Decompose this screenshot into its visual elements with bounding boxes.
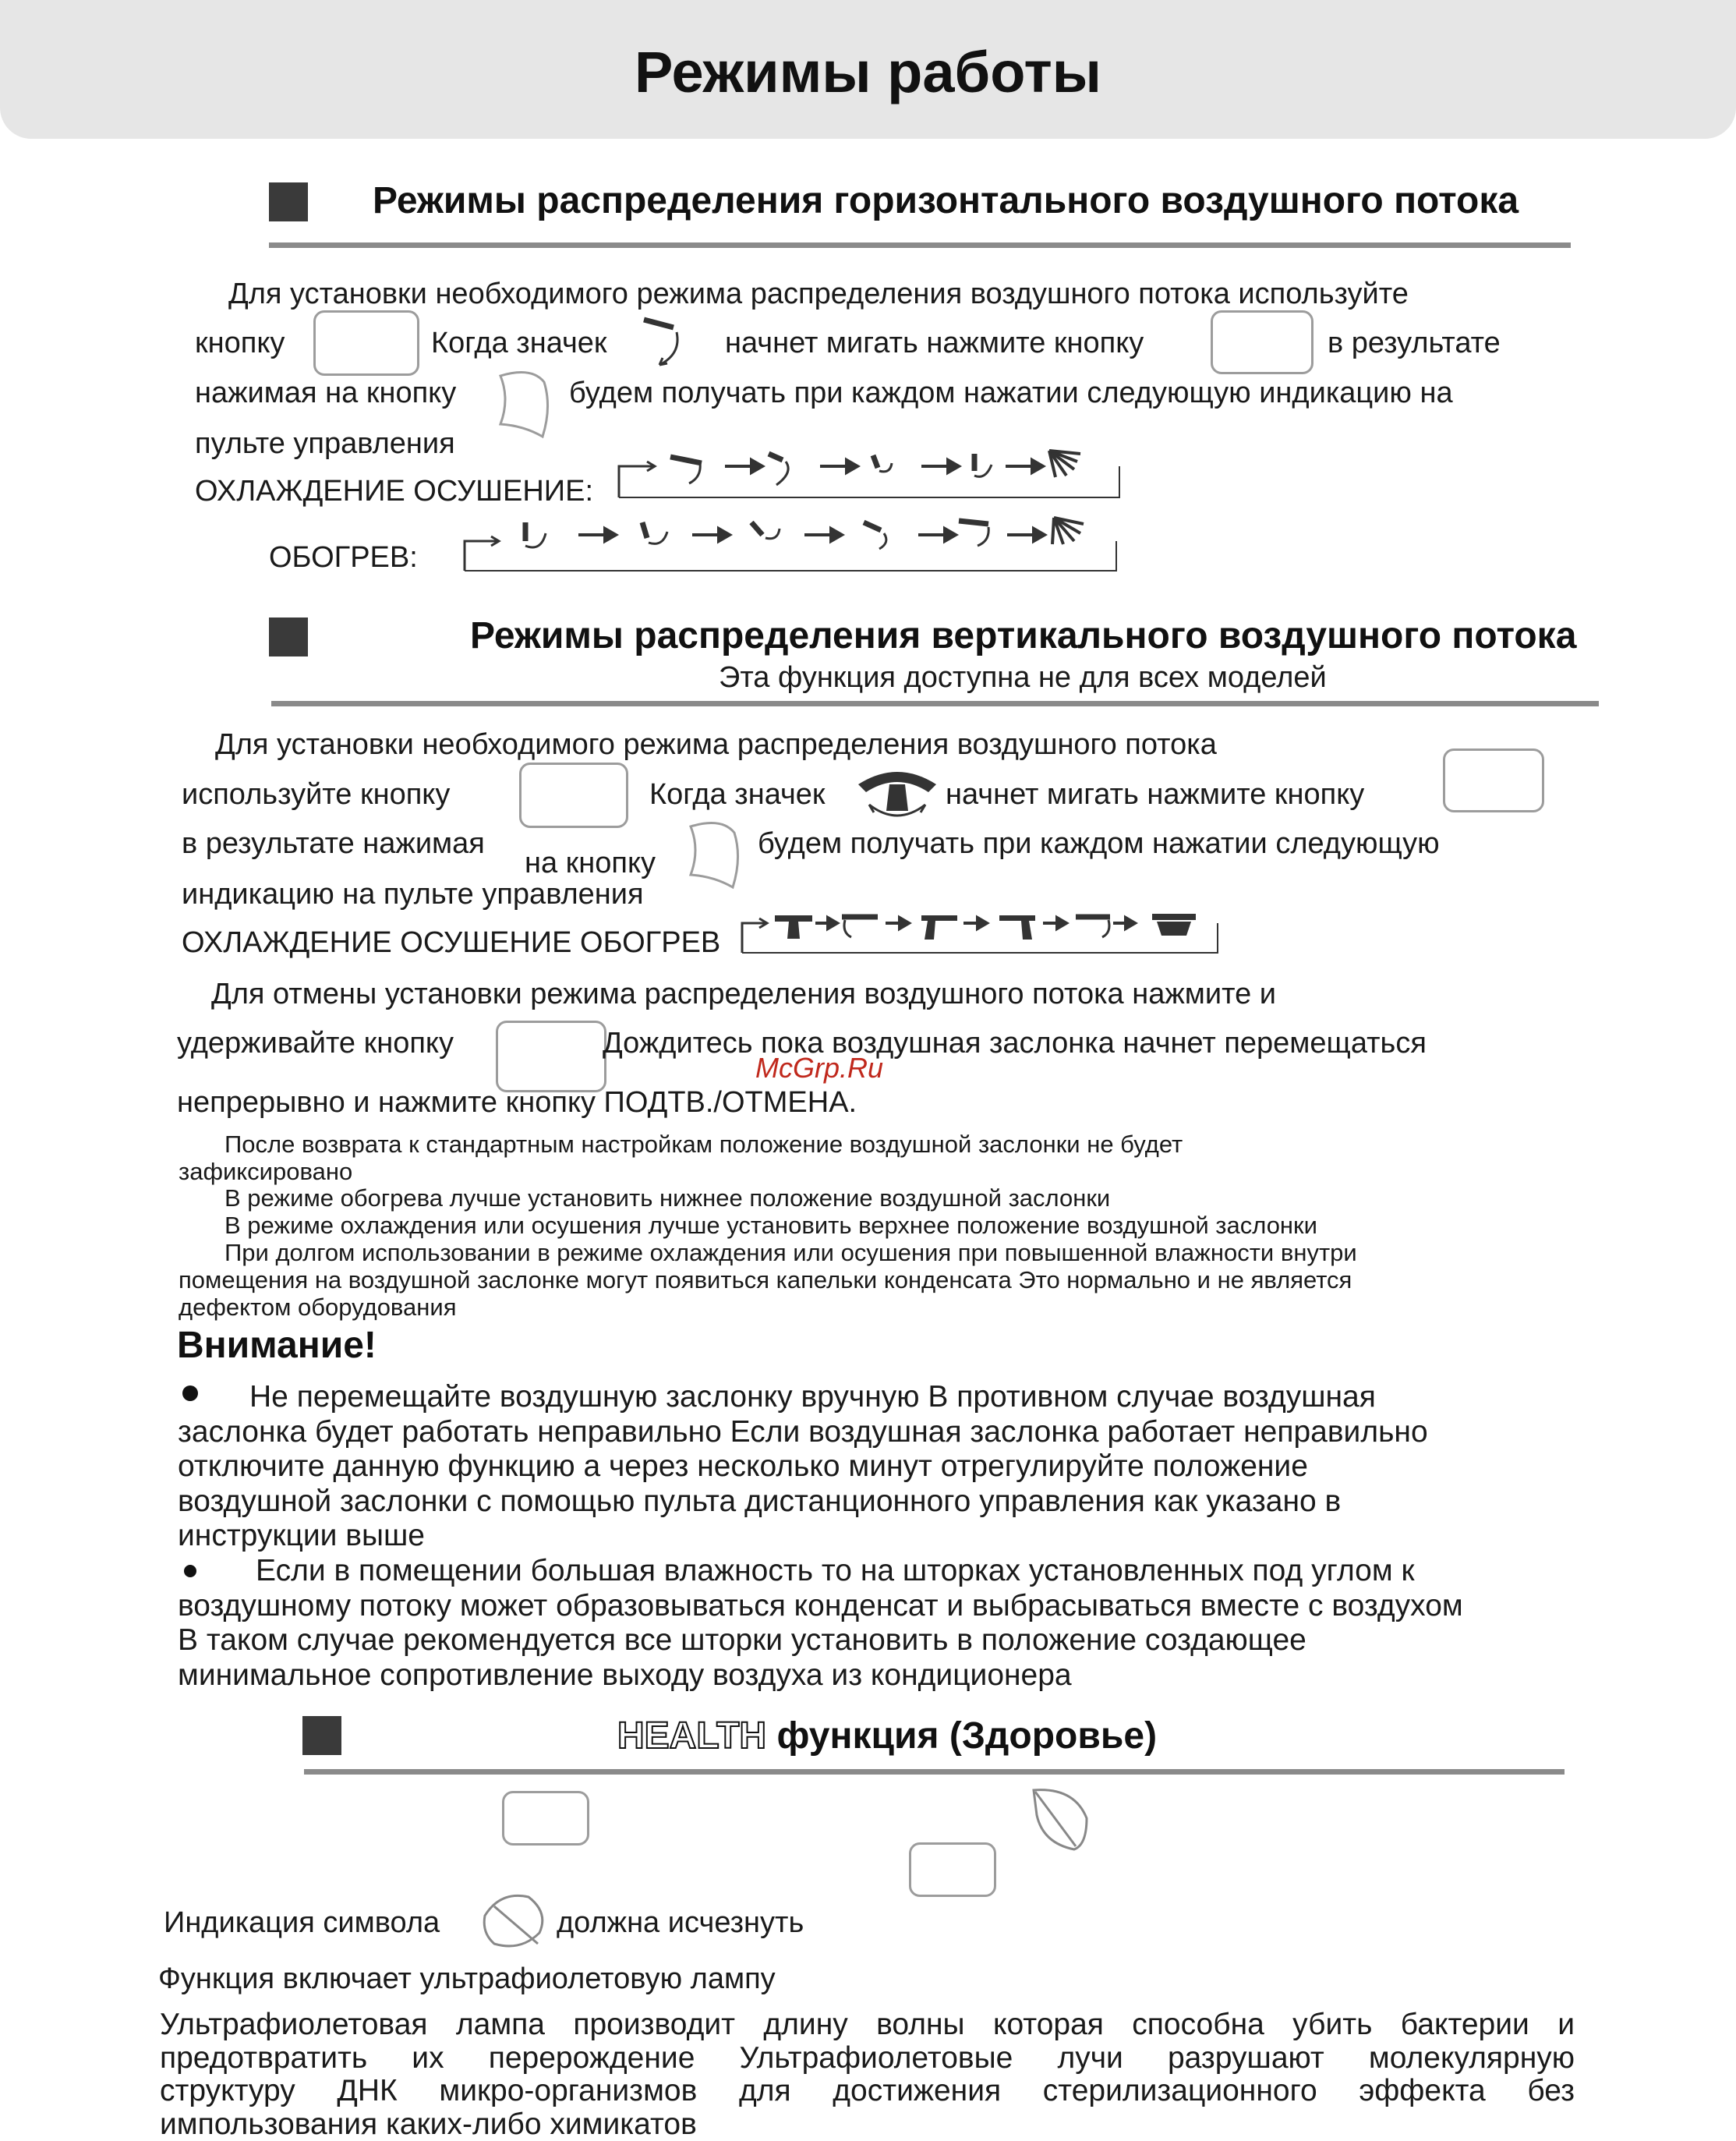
warning-bullet1-line: инструкции выше [178,1519,425,1552]
vertical-line1: Для установки необходимого режима распределения воздушного потока [215,728,1217,761]
horizontal-line1: Для установки необходимого режима распределения воздушного потока используйте [228,278,1409,310]
louver-pos-4-icon [974,454,992,476]
louver-pos-1-icon [670,457,702,483]
note-line: В режиме обогрева лучше установить нижнее положение воздушной заслонки [225,1184,1111,1212]
vlouver-pos-5-icon [1076,917,1110,937]
swing-button-icon [519,763,628,828]
note-line: зафиксировано [179,1158,353,1185]
uv-paragraph-line: импользования каких-либо химикатов [160,2107,697,2141]
warning-bullet2-line: минимальное сопротивление выходу воздуха из кондиционера [178,1658,1072,1692]
cool-dry-label: ОХЛАЖДЕНИЕ ОСУШЕНИЕ: [195,475,594,508]
vertical-line3-c: будем получать при каждом нажатии следующую [758,827,1440,860]
horizontal-louver-icon [633,310,695,373]
arrow-icon [820,460,857,472]
health-section-heading [617,1715,1158,1757]
health-section-rule [304,1769,1565,1775]
uv-paragraph-line: структуру ДНК микро-организмов для достижения стерилизационного эффекта без [160,2074,1575,2107]
vlouver-pos-2-icon [842,917,878,937]
vertical-section-rule [271,701,1599,706]
cancel-line3: непрерывно и нажмите кнопку ПОДТВ./ОТМЕНА. [177,1086,857,1119]
arrow-icon [815,918,837,929]
vertical-line2-b: Когда значек [649,778,826,811]
louver-heat-3-icon [751,522,780,539]
vertical-line3-b: на кнопку [525,847,656,879]
vertical-section-heading: Режимы распределения вертикального воздушного потока [470,615,1577,656]
louver-swing-icon [1049,451,1080,477]
arrow-icon [1043,918,1066,929]
horizontal-line2-b: Когда значек [431,327,607,359]
leaf-icon [477,1889,552,1955]
louver-pos-2-icon [769,454,788,485]
note-line: В режиме охлаждения или осушения лучше установить верхнее положение воздушной заслонки [225,1212,1317,1239]
health-heading-rest: функция (Здоровье) [776,1715,1158,1757]
bullet-dot [184,1565,196,1577]
cancel-line2-b: Дождитесь пока воздушная заслонка начнет перемещаться [603,1027,1427,1060]
arrow-icon [963,918,987,929]
arrow-icon [1113,918,1135,929]
horizontal-section-rule [269,242,1571,248]
confirm-button-icon [1443,748,1544,812]
adjust-arc-button-icon [683,811,744,898]
vertical-mode-sequence [739,904,1221,956]
indication-text-a: Индикация символа [164,1906,440,1939]
warning-bullet2-line: В таком случае рекомендуется все шторки установить в положение создающее [178,1623,1306,1657]
note-line: При долгом использовании в режиме охлаждения или осушения при повышенной влажности внутри [225,1239,1357,1266]
heat-label: ОБОГРЕВ: [269,541,418,574]
section-marker-square [269,182,308,221]
louver-heat-4-icon [864,522,886,549]
horizontal-section-heading: Режимы распределения горизонтального воздушного потока [373,180,1519,221]
section-marker-square [302,1716,341,1755]
uv-paragraph-line: Ультрафиолетовая лампа производит длину волны которая способна убить бактерии и [160,2008,1575,2041]
note-line: помещения на воздушной заслонке могут появиться капельки конденсата Это нормально и не является [179,1266,1352,1293]
louver-pos-3-icon [873,455,892,472]
swing-button-icon [313,310,419,376]
horizontal-line4: пульте управления [195,427,455,460]
arrow-icon [1006,460,1043,472]
warning-bullet1-line: отключите данную функцию а через несколько минут отрегулируйте положение [178,1449,1308,1483]
bullet-dot [182,1385,198,1401]
arrow-icon [921,460,959,472]
leaf-icon [1027,1784,1094,1856]
watermark: McGrp.Ru [755,1052,884,1084]
horizontal-line3-b: будем получать при каждом нажатии следующую индикацию на [569,377,1453,409]
arrow-icon [725,460,762,472]
arrow-icon [886,918,909,929]
warning-bullet1-line: Не перемещайте воздушную заслонку вручную В противном случае воздушная [249,1380,1376,1414]
uv-paragraph-line: предотвратить их перерождение Ультрафиолетовые лучи разрушают молекулярную [160,2041,1575,2075]
horizontal-cool-sequence [616,444,1123,499]
louver-heat-1-icon [525,522,546,547]
cancel-line1: Для отмены установки режима распределения воздушного потока нажмите и [211,978,1277,1010]
swing-button-icon [496,1021,606,1092]
vertical-line2-a: используйте кнопку [182,778,451,811]
indication-text-b: должна исчезнуть [557,1906,804,1939]
horizontal-line3-a: нажимая на кнопку [195,377,457,409]
horizontal-line2-d: в результате [1328,327,1501,359]
confirm-button-icon [909,1842,996,1897]
section-marker-square [269,618,308,656]
louver-heat-5-icon [959,521,988,546]
note-line: После возврата к стандартным настройкам положение воздушной заслонки не будет [225,1131,1183,1158]
vlouver-pos-1-icon [775,915,812,939]
vlouver-pos-4-icon [999,915,1035,940]
vertical-subheading: Эта функция доступна не для всех моделей [719,661,1327,694]
note-line: дефектом оборудования [179,1293,457,1321]
warning-bullet1-line: заслонка будет работать неправильно Если воздушная заслонка работает неправильно [178,1415,1428,1449]
arrow-icon [804,529,842,541]
louver-heat-2-icon [642,522,667,543]
vlouver-pos-3-icon [921,915,957,940]
vertical-line3-a: в результате нажимая [182,827,485,860]
adjust-arc-button-icon [493,360,553,448]
confirm-button-icon [1211,310,1313,374]
warning-bullet2-line: воздушному потоку может образовываться конденсат и выбрасываться вместе с воздухом [178,1589,1463,1623]
uv-lamp-line: Функция включает ультрафиолетовую лампу [158,1962,776,1995]
health-button-icon [502,1791,589,1846]
arrow-icon [1007,529,1045,541]
vlouver-swing-icon [1152,914,1196,936]
page-title: Режимы работы [634,40,1101,104]
louver-swing-icon [1052,518,1084,544]
arrow-icon [692,529,730,541]
warning-title: Внимание! [177,1325,377,1366]
warning-bullet1-line: воздушной заслонки с помощью пульта дистанционного управления как указано в [178,1485,1342,1518]
health-heading-outline: HEALTH [617,1715,767,1757]
vertical-modes-label: ОХЛАЖДЕНИЕ ОСУШЕНИЕ ОБОГРЕВ [182,926,721,959]
horizontal-line2-c: начнет мигать нажмите кнопку [725,327,1144,359]
vertical-line4: индикацию на пульте управления [182,878,644,911]
cancel-line2-a: удерживайте кнопку [177,1027,454,1060]
vertical-line2-c: начнет мигать нажмите кнопку [946,778,1365,811]
horizontal-heat-sequence [461,511,1120,574]
vertical-louver-icon [854,761,941,823]
arrow-icon [578,529,616,541]
horizontal-line2-a: кнопку [195,327,285,359]
arrow-icon [918,529,956,541]
warning-bullet2-line: Если в помещении большая влажность то на шторках установленных под углом к [256,1554,1415,1587]
